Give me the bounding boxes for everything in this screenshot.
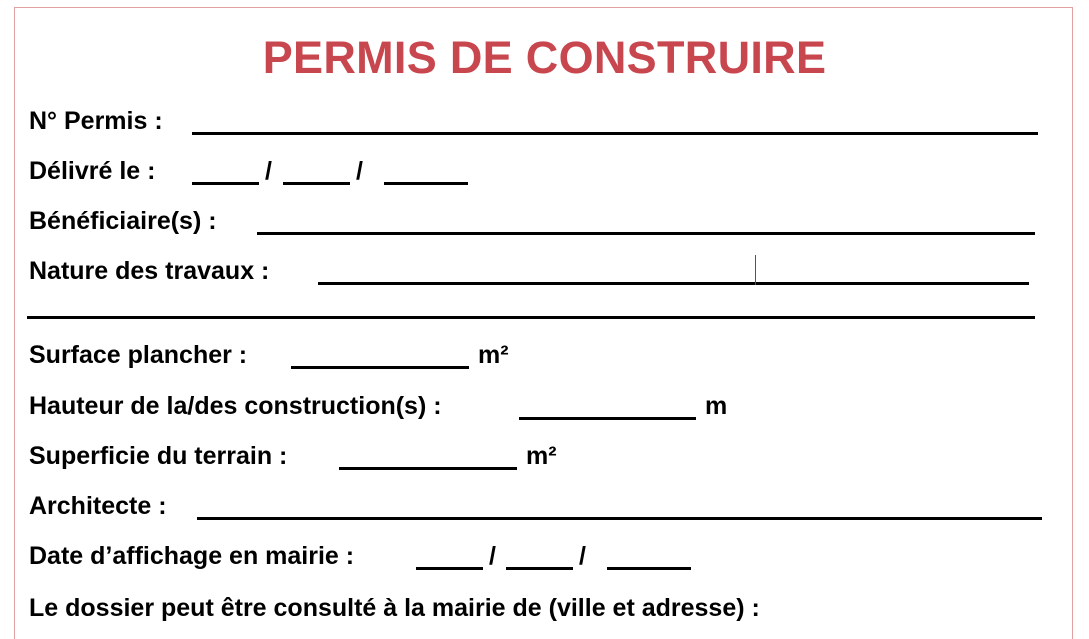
floor-area-unit: m² bbox=[478, 341, 509, 369]
land-area-field[interactable] bbox=[339, 467, 517, 470]
display-month-field[interactable] bbox=[506, 567, 573, 570]
issued-month-field[interactable] bbox=[283, 182, 350, 185]
beneficiary-field[interactable] bbox=[257, 232, 1035, 235]
issued-date-label: Délivré le : bbox=[29, 157, 156, 185]
text-cursor-mark bbox=[755, 255, 756, 285]
display-slash-2: / bbox=[579, 542, 586, 570]
height-field[interactable] bbox=[519, 417, 696, 420]
land-area-unit: m² bbox=[526, 442, 557, 470]
architect-field[interactable] bbox=[197, 517, 1042, 520]
display-slash-1: / bbox=[489, 542, 496, 570]
issued-year-field[interactable] bbox=[384, 182, 468, 185]
floor-area-field[interactable] bbox=[291, 366, 469, 369]
issued-slash-1: / bbox=[265, 157, 272, 185]
height-unit: m bbox=[705, 392, 728, 420]
file-consultation-label: Le dossier peut être consulté à la mairie de (ville et adresse) : bbox=[29, 594, 760, 622]
permit-number-field[interactable] bbox=[192, 132, 1038, 135]
issued-slash-2: / bbox=[356, 157, 363, 185]
floor-area-label: Surface plancher : bbox=[29, 341, 248, 369]
display-year-field[interactable] bbox=[607, 567, 691, 570]
works-field[interactable] bbox=[318, 282, 1029, 285]
permit-number-label: N° Permis : bbox=[29, 107, 163, 135]
architect-label: Architecte : bbox=[29, 492, 167, 520]
works-field-continuation[interactable] bbox=[27, 316, 1035, 319]
display-date-label: Date d’affichage en mairie : bbox=[29, 542, 355, 570]
beneficiary-label: Bénéficiaire(s) : bbox=[29, 207, 217, 235]
issued-day-field[interactable] bbox=[192, 182, 259, 185]
display-day-field[interactable] bbox=[416, 567, 483, 570]
form-title: PERMIS DE CONSTRUIRE bbox=[262, 32, 827, 83]
land-area-label: Superficie du terrain : bbox=[29, 442, 288, 470]
works-label: Nature des travaux : bbox=[29, 257, 270, 285]
height-label: Hauteur de la/des construction(s) : bbox=[29, 392, 442, 420]
